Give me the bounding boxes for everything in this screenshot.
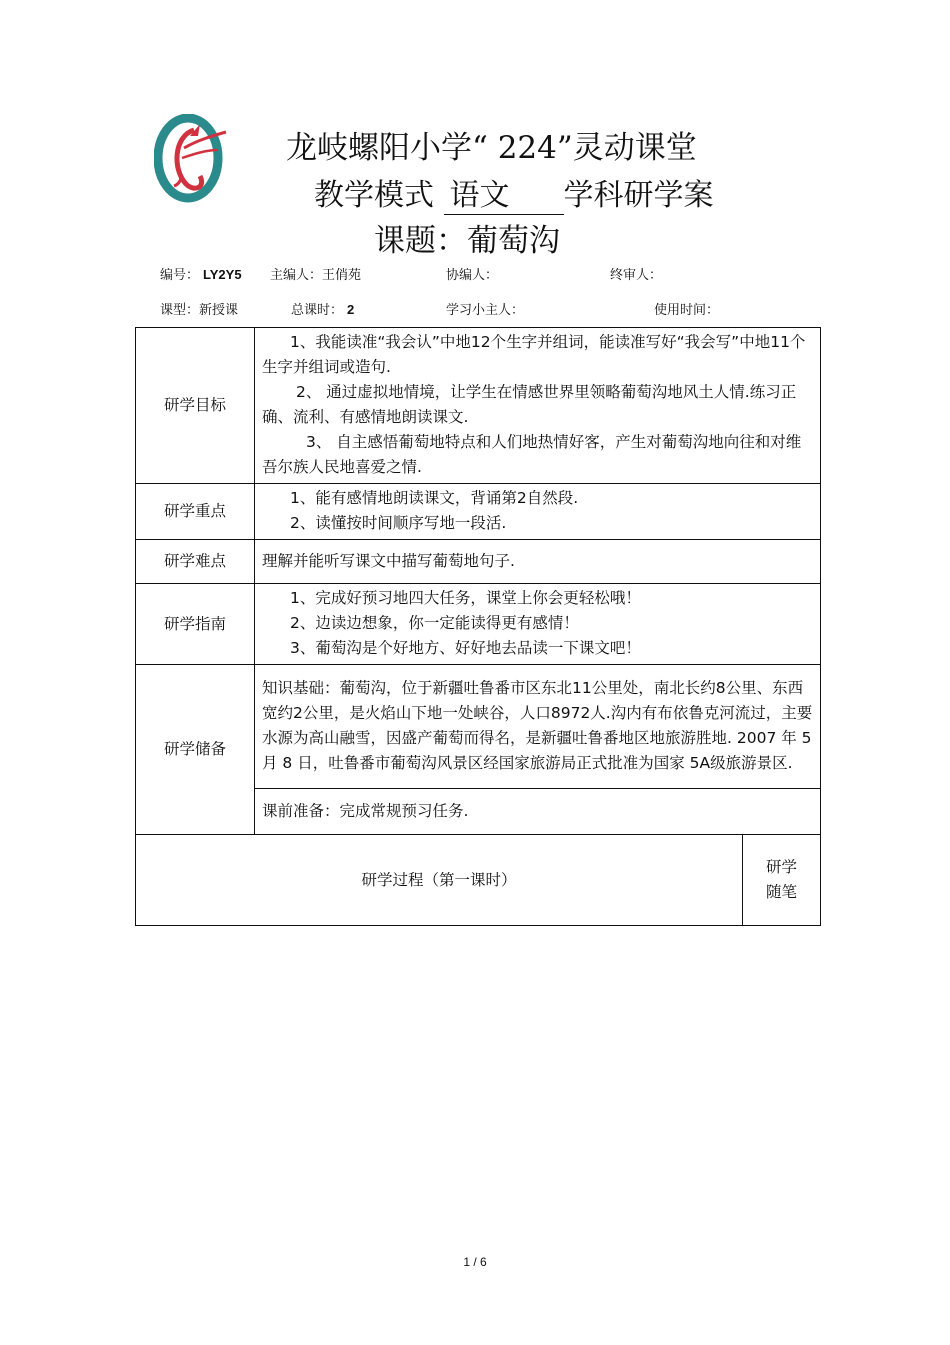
subject-name: 语文 (444, 170, 564, 215)
goal-item: 3、 自主感悟葡萄地特点和人们地热情好客，产生对葡萄沟地向往和对维吾尔族人民地喜爱之情. (262, 433, 802, 476)
key-item: 1、能有感情地朗读课文，背诵第2自然段. (290, 489, 579, 507)
total-hours-field (291, 299, 354, 318)
code-value: LY2Y5 (203, 267, 242, 282)
mode-title (314, 170, 714, 215)
difficulty-content (255, 540, 821, 584)
mode-prefix: 教学模式 (314, 178, 434, 213)
study-host-field: 学习小主人： (446, 303, 525, 318)
difficulty-item: 理解并能听写课文中描写葡萄地句子. (262, 551, 515, 570)
mode-suffix: 学科研学案 (563, 178, 714, 213)
guide-item: 2、边读边想象，你一定能读得更有感情！ (290, 614, 579, 632)
difficulty-label: 研学难点 (136, 540, 255, 584)
key-content (255, 484, 821, 540)
study-plan-table (135, 327, 821, 926)
goal-item: 2、 通过虚拟地情境，让学生在情感世界里领略葡萄沟地风土人情.练习正确、流利、有感情地朗读课文. (262, 383, 797, 426)
code-label: 编号： (160, 268, 200, 283)
school-logo (154, 114, 238, 204)
goal-label: 研学目标 (136, 328, 255, 484)
goal-row (136, 328, 821, 484)
key-row (136, 484, 821, 540)
guide-row (136, 584, 821, 665)
key-label: 研学重点 (136, 484, 255, 540)
reserve-preparation (255, 789, 821, 835)
page-number: 1 / 6 (463, 1255, 487, 1269)
difficulty-row (136, 540, 821, 584)
notes-cell (743, 835, 821, 926)
total-hours-value: 2 (347, 302, 355, 317)
reserve-label: 研学储备 (136, 665, 255, 835)
goal-content (255, 328, 821, 484)
reserve-row (136, 665, 821, 789)
editor-field: 主编人：王俏苑 (270, 268, 362, 283)
co-editor-field: 协编人： (446, 268, 499, 283)
code-field (160, 264, 242, 283)
key-item: 2、读懂按时间顺序写地一段活. (290, 514, 507, 532)
reserve-item: 课前准备：完成常规预习任务. (262, 801, 469, 820)
guide-item: 1、完成好预习地四大任务，课堂上你会更轻松哦！ (290, 589, 641, 607)
guide-content (255, 584, 821, 665)
goal-item: 1、我能读准“我会认”中地12个生字并组词，能读准写好“我会写”中地11个生字并组词或造句. (262, 333, 806, 376)
guide-item: 3、葡萄沟是个好地方、好好地去品读一下课文吧！ (290, 639, 641, 657)
lesson-type-field: 课型：新授课 (160, 303, 239, 318)
notes-label-top: 研学 (765, 858, 797, 876)
reserve-item: 知识基础：葡萄沟，位于新疆吐鲁番市区东北11公里处，南北长约8公里、东西宽约2公里，是火焰山下地一处峡谷，人口8972人.沟内有布依鲁克河流过，主要水源为高山融雪，因盛产葡萄而得名，是新疆吐鲁番地区地旅游胜地. 2007 年 5 月 8 日，吐鲁番市葡萄沟风景区经国家旅游局正式批准为国家 5A级旅游景区. (262, 679, 813, 772)
reviewer-field: 终审人： (610, 268, 663, 283)
notes-label-bottom: 随笔 (765, 883, 797, 901)
use-time-field: 使用时间： (654, 303, 720, 318)
reserve-knowledge (255, 665, 821, 789)
school-title: 龙岐螺阳小学“ 224”灵动课堂 (286, 130, 697, 166)
process-label: 研学过程（第一课时） (136, 835, 743, 926)
guide-label: 研学指南 (136, 584, 255, 665)
process-row (136, 835, 821, 926)
total-hours-label: 总课时： (291, 303, 344, 318)
lesson-title: 课题：葡萄沟 (374, 223, 560, 259)
